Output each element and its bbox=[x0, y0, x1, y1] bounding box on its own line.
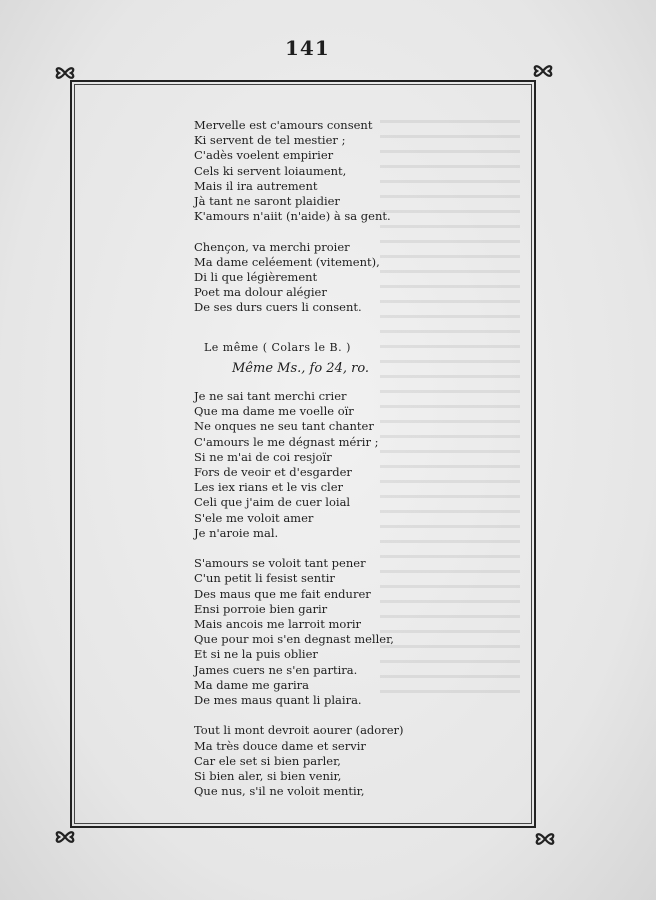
verse-block-bottom bbox=[194, 389, 494, 815]
verse-line: Ki servent de tel mestier ; bbox=[194, 133, 346, 148]
poem-heading: Le même ( Colars le B. ) bbox=[204, 341, 351, 354]
verse-line: Si ne m'ai de coi resjoïr bbox=[194, 449, 332, 464]
verse-line: Je ne sai tant merchi crier bbox=[194, 389, 347, 403]
verse-line: Jà tant ne saront plaidier bbox=[194, 194, 340, 209]
verse-line: Que pour moi s'en degnast meller, bbox=[194, 632, 394, 647]
verse-line: Di li que légièrement bbox=[194, 270, 318, 285]
verse-line: Ne onques ne seu tant chanter bbox=[194, 419, 374, 434]
verse-line: K'amours n'aiit (n'aide) à sa gent. bbox=[194, 209, 391, 224]
source-reference: Même Ms., fo 24, ro. bbox=[232, 361, 370, 376]
verse-line: Je n'aroie mal. bbox=[194, 525, 279, 540]
verse-line: C'amours le me dégnast mérir ; bbox=[194, 434, 379, 449]
verse-line: Les iex rians et le vis cler bbox=[194, 480, 343, 495]
verse-line: C'un petit li fesist sentir bbox=[194, 571, 335, 586]
verse-line: S'amours se voloit tant pener bbox=[194, 556, 366, 571]
fleuron-ornament-icon bbox=[52, 60, 78, 86]
verse-line: Et si ne la puis oblier bbox=[194, 647, 318, 662]
stanza bbox=[194, 723, 494, 799]
fleuron-ornament-icon bbox=[52, 824, 78, 850]
verse-line: Mervelle est c'amours consent bbox=[194, 118, 373, 132]
verse-line: C'adès voelent empirier bbox=[194, 148, 334, 163]
verse-line: Ma dame celéement (vitement), bbox=[194, 254, 380, 269]
stanza bbox=[194, 118, 494, 224]
verse-line: Mais il ira autrement bbox=[194, 178, 318, 193]
stanza bbox=[194, 556, 494, 708]
verse-line: Si bien aler, si bien venir, bbox=[194, 769, 342, 784]
verse-line: Fors de veoir et d'esgarder bbox=[194, 465, 352, 480]
fleuron-ornament-icon bbox=[530, 58, 556, 84]
verse-line: Cels ki servent loiaument, bbox=[194, 163, 347, 178]
verse-line: Ma dame me garira bbox=[194, 677, 309, 692]
verse-line: James cuers ne s'en partira. bbox=[194, 662, 358, 677]
verse-line: Chençon, va merchi proier bbox=[194, 239, 350, 254]
verse-line: S'ele me voloit amer bbox=[194, 510, 314, 525]
page-number: 141 bbox=[285, 36, 330, 60]
verse-line: Poet ma dolour alégier bbox=[194, 285, 327, 300]
verse-line: Ensi porroie bien garir bbox=[194, 601, 328, 616]
verse-block-top bbox=[194, 118, 494, 331]
stanza bbox=[194, 389, 494, 541]
verse-line: Des maus que me fait endurer bbox=[194, 586, 371, 601]
verse-line: Ma très douce dame et servir bbox=[194, 738, 366, 753]
verse-line: De ses durs cuers li consent. bbox=[194, 300, 362, 315]
fleuron-ornament-icon bbox=[532, 826, 558, 852]
verse-line: De mes maus quant li plaira. bbox=[194, 693, 362, 708]
verse-line: Que nus, s'il ne voloit mentir, bbox=[194, 784, 365, 799]
verse-line: Mais ancois me larroit morir bbox=[194, 617, 362, 632]
stanza bbox=[194, 240, 494, 316]
verse-line: Celi que j'aim de cuer loial bbox=[194, 495, 351, 510]
verse-line: Que ma dame me voelle oïr bbox=[194, 404, 354, 419]
verse-line: Tout li mont devroit aourer (adorer) bbox=[194, 723, 404, 738]
verse-line: Car ele set si bien parler, bbox=[194, 753, 341, 768]
